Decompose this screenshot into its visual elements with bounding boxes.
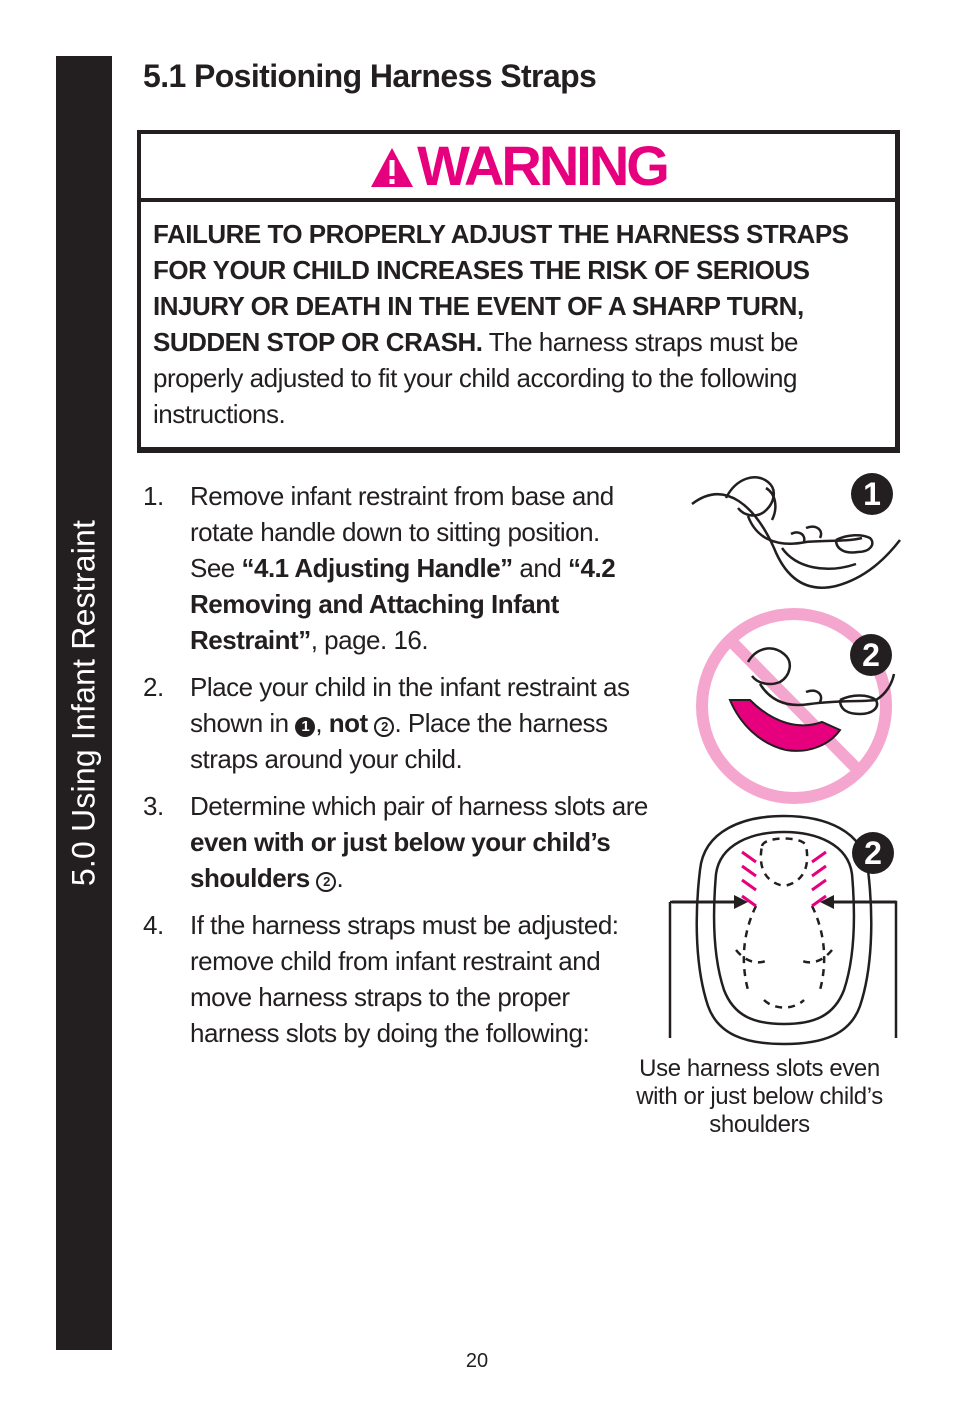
- section-title: 5.1 Positioning Harness Straps: [143, 58, 597, 94]
- step-number: 4.: [143, 910, 164, 940]
- step-text: [368, 708, 375, 738]
- warning-heading: WARNING: [417, 134, 667, 197]
- step-3: [143, 788, 648, 896]
- step-text: [310, 863, 317, 893]
- step-reference: “4.2 Removing and Attaching Infant Restraint”: [190, 553, 616, 655]
- figure-incorrect-position: [690, 604, 910, 806]
- step-1: [143, 478, 648, 658]
- figure-ref-badge: 1: [295, 717, 315, 737]
- step-text: ,: [315, 708, 329, 738]
- warning-header: [141, 134, 895, 202]
- steps-list: [143, 478, 648, 1062]
- warning-box: [137, 130, 900, 453]
- figure-ref-badge: 2: [374, 717, 394, 737]
- step-4: [143, 907, 648, 1051]
- step-number: 3.: [143, 791, 164, 821]
- step-text: Place your child in the infant restraint as shown in: [190, 672, 630, 738]
- warning-triangle-icon: [369, 145, 415, 189]
- step-text: .: [336, 863, 344, 893]
- figure-ref-badge: 2: [316, 872, 336, 892]
- figure-correct-position: [686, 468, 906, 618]
- warning-body-regular: The harness straps must be properly adjusted to fit your child according to the following instructions.: [153, 327, 798, 429]
- step-text: , page. 16.: [310, 625, 429, 655]
- page-number: 20: [465, 1350, 489, 1372]
- step-text: Remove infant restraint from base and rotate handle down to sitting position. See: [190, 481, 614, 583]
- step-text: . Place the harness straps around your child.: [190, 708, 608, 774]
- figure-harness-slots: [664, 810, 914, 1052]
- step-number: 2.: [143, 672, 164, 702]
- step-emphasis: even with or just below your child’s shoulders: [190, 827, 611, 893]
- step-emphasis: not: [328, 708, 368, 738]
- step-2: [143, 669, 648, 777]
- warning-body-bold: FAILURE TO PROPERLY ADJUST THE HARNESS STRAPS FOR YOUR CHILD INCREASES THE RISK OF SERIOUS INJURY OR DEATH IN THE EVENT OF A SHARP TURN, SUDDEN STOP OR CRASH.: [153, 219, 849, 357]
- step-reference: “4.1 Adjusting Handle”: [241, 553, 513, 583]
- step-text: and: [512, 553, 569, 583]
- figure-caption: Use harness slots even with or just below child’s shoulders: [636, 1055, 883, 1138]
- step-text: Determine which pair of harness slots are: [190, 791, 648, 821]
- warning-body: [153, 216, 873, 432]
- step-number: 1.: [143, 481, 164, 511]
- figure-2-badge: 2: [850, 634, 892, 676]
- step-text: If the harness straps must be adjusted: remove child from infant restraint and move harness straps to the proper harness slots by doing the following:: [190, 910, 619, 1048]
- figure-1-badge: 1: [851, 473, 893, 515]
- figure-3-badge: 2: [852, 832, 894, 874]
- side-tab-label: 5.0 Using Infant Restraint: [65, 519, 102, 887]
